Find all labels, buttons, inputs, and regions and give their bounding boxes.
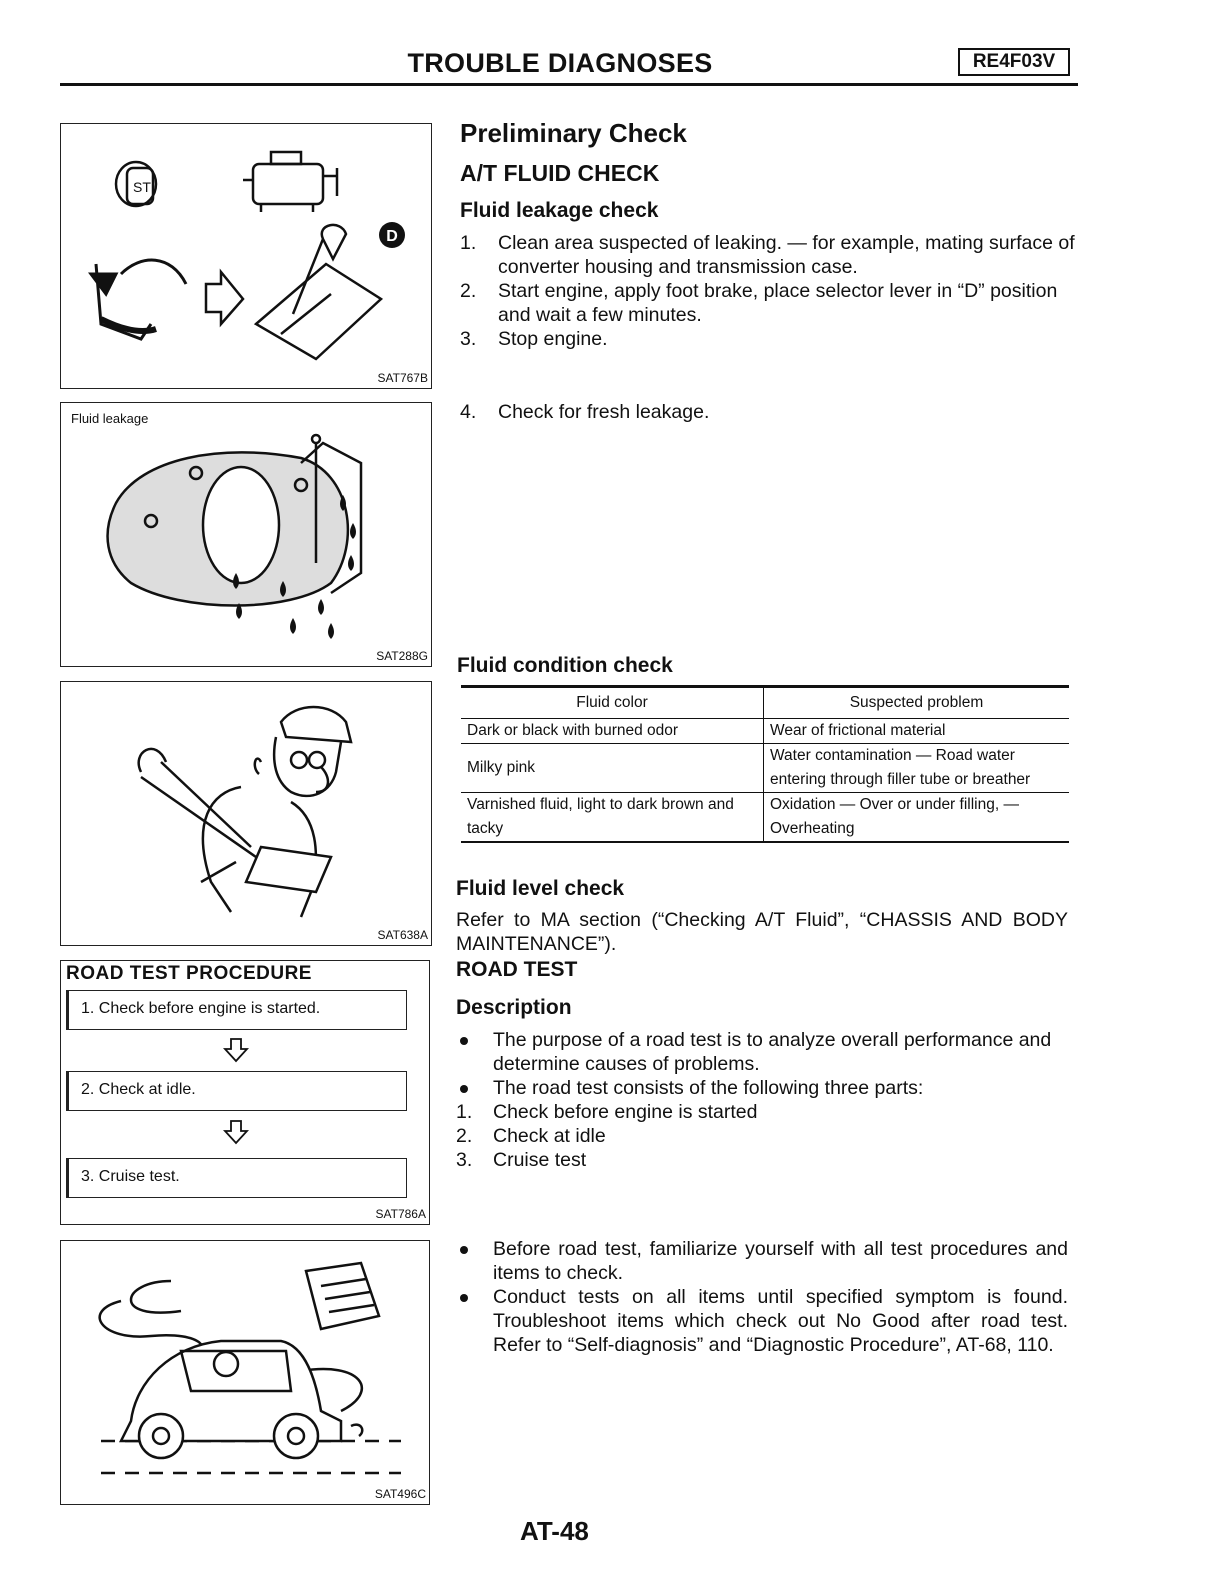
list-item: The purpose of a road test is to analyze overall performance and determine causes of problems. (456, 1028, 1069, 1076)
arrow-down-icon (223, 1037, 249, 1063)
figure-code: SAT638A (377, 928, 428, 942)
flowchart-step: 2. Check at idle. (66, 1071, 407, 1111)
list-item: 2. Start engine, apply foot brake, place selector lever in “D” position and wait a few minutes. (460, 280, 1058, 326)
flowchart-step: 1. Check before engine is started. (66, 990, 407, 1030)
list-item: The road test consists of the following three parts: (456, 1076, 1069, 1100)
road-test-procedure-flowchart (60, 960, 430, 1225)
fluid-level-text: Refer to MA section (“Checking A/T Fluid”, “CHASSIS AND BODY MAINTENANCE”). (456, 909, 1068, 955)
selector-lever-icon (256, 225, 381, 359)
car-road-test-icon (100, 1263, 401, 1473)
page-number: AT-48 (520, 1516, 589, 1546)
figure-code: SAT767B (377, 371, 428, 385)
table-header-row (461, 687, 1069, 719)
model-code-badge: RE4F03V (958, 48, 1070, 76)
description-heading: Description (456, 996, 572, 1019)
list-item: Conduct tests on all items until specified symptom is found. Troubleshoot items which check out No Good after road test. Refer to “Self-diagnosis” and “Diagnostic Procedure”, AT-68, 110. (456, 1285, 1068, 1357)
figure-fluid-leakage (60, 402, 432, 667)
road-test-heading: ROAD TEST (456, 958, 578, 981)
flowchart-step: 3. Cruise test. (66, 1158, 407, 1198)
leakage-steps (460, 231, 1075, 351)
arrow-right-icon (206, 272, 243, 324)
fluid-condition-table (461, 685, 1069, 843)
road-test-description (456, 1028, 1069, 1172)
figure-engine-start (60, 123, 432, 389)
figure-mechanic (60, 681, 432, 946)
column-header: Suspected problem (764, 687, 1070, 719)
table-row: Varnished fluid, light to dark brown and tacky Oxidation — Over or under filling, — Overheating (461, 793, 1069, 843)
fluid-level-heading: Fluid level check (456, 877, 625, 900)
figure-caption: Fluid leakage (71, 411, 149, 426)
ignition-start-icon-group (61, 124, 433, 390)
list-item: Before road test, familiarize yourself with all test procedures and items to check. (456, 1237, 1068, 1285)
figure-code: SAT496C (374, 1487, 426, 1501)
mechanic-checklist-icon (139, 707, 351, 917)
engine-icon (243, 152, 337, 212)
page-title: TROUBLE DIAGNOSES (407, 48, 713, 78)
drive-d-icon (379, 222, 405, 248)
leakage-step-4 (460, 400, 1075, 424)
brake-pedal-icon (91, 260, 186, 339)
arrow-down-icon (223, 1119, 249, 1145)
list-item: 3. Stop engine. (460, 328, 608, 350)
road-test-notes (456, 1237, 1068, 1357)
svg-text:D: D (386, 228, 398, 245)
list-item: 1. Check before engine is started (456, 1101, 758, 1123)
fluid-leakage-heading: Fluid leakage check (460, 199, 659, 222)
ignition-start-icon (116, 162, 156, 206)
table-row: Milky pink Water contamination — Road water entering through filler tube or breather (461, 744, 1069, 793)
table-row: Dark or black with burned odor Wear of frictional material (461, 719, 1069, 744)
svg-text:ST: ST (133, 179, 151, 195)
at-fluid-check-heading: A/T FLUID CHECK (460, 160, 660, 186)
figure-code: SAT786A (375, 1207, 426, 1221)
list-item: 3. Cruise test (456, 1149, 587, 1171)
list-item: 4. Check for fresh leakage. (460, 401, 710, 423)
flowchart-heading: ROAD TEST PROCEDURE (66, 963, 312, 984)
list-item: 1. Clean area suspected of leaking. — for example, mating surface of converter housing and transmission case. (460, 232, 1075, 278)
fluid-condition-heading: Fluid condition check (457, 654, 673, 677)
figure-road-test-car (60, 1240, 430, 1505)
figure-code: SAT288G (376, 649, 428, 663)
column-header: Fluid color (461, 687, 764, 719)
header-rule (60, 83, 1078, 86)
list-item: 2. Check at idle (456, 1125, 606, 1147)
preliminary-check-heading: Preliminary Check (460, 118, 687, 148)
